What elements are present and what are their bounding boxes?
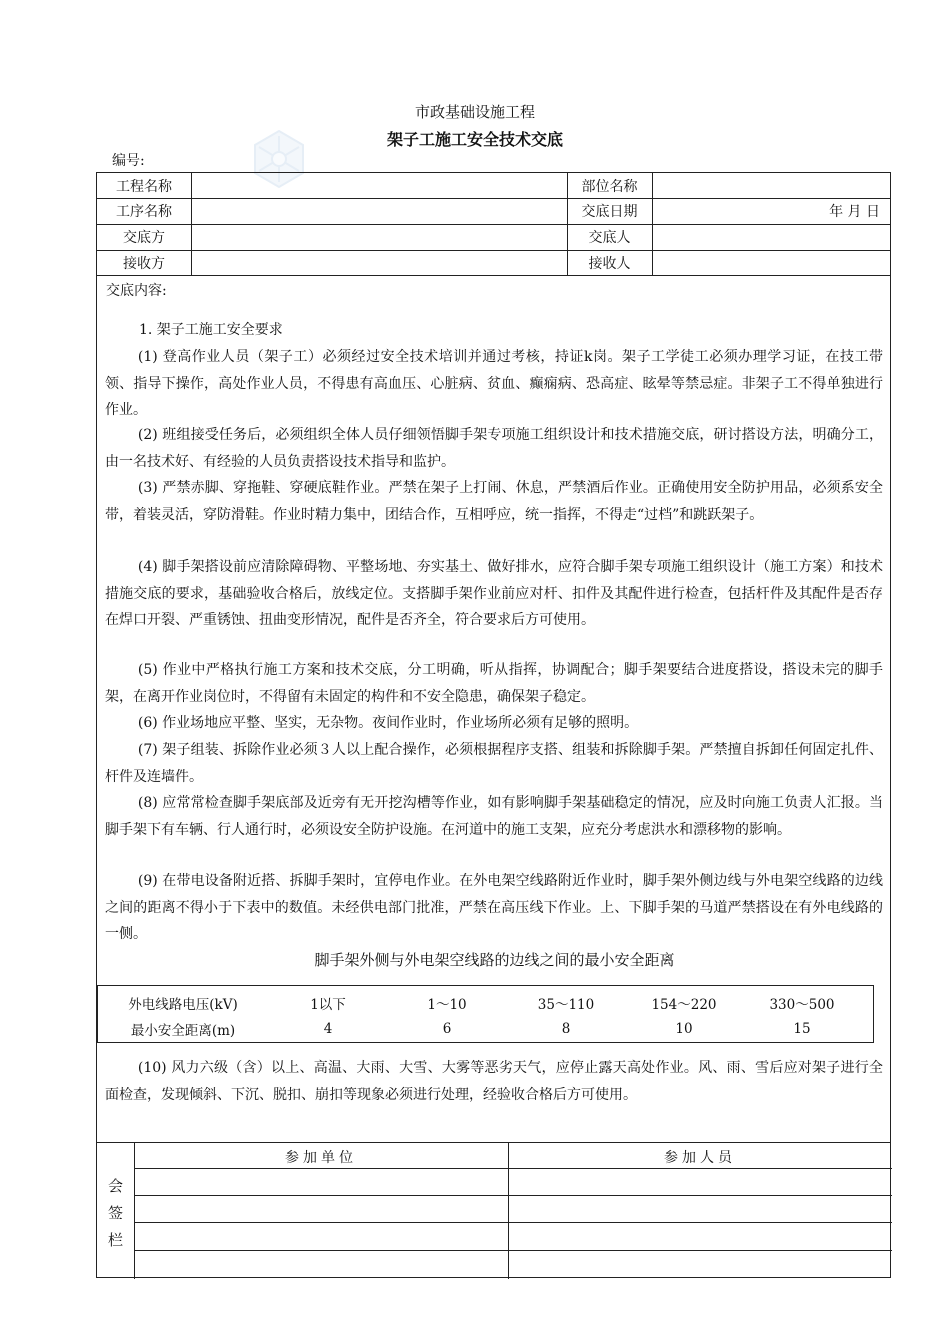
- units-header: 参加单位: [285, 1150, 357, 1166]
- doc-subtitle: 市政基础设施工程: [414, 103, 535, 121]
- paragraph-2: (2) 班组接受任务后，必须组织全体人员仔细领悟脚手架专项施工组织设计和技术措施交底，研讨搭设方法，明确分工，由一名技术好、有经验的人员负责搭设技术指导和监护。: [105, 427, 883, 470]
- form-frame: [96, 172, 891, 1278]
- voltage-row-label: 外电线路电压(kV): [128, 997, 238, 1013]
- paragraph-9: (9) 在带电设备附近搭、拆脚手架时，宜停电作业。在外电架空线路附近作业时，脚手架外侧边线与外电架空线路的边线之间的距离不得小于下表中的数值。未经供电部门批准，严禁在高压线下作业。上、下脚手架的马道严禁搭设在有外电线路的一侧。: [105, 873, 883, 942]
- number-label: 编号:: [112, 153, 145, 169]
- table-cell: 6: [442, 1021, 452, 1037]
- table-cell: 10: [675, 1021, 693, 1037]
- date-label: 交底日期: [581, 204, 638, 220]
- table-cell: 330～500: [769, 997, 835, 1013]
- receiver-label: 接收方: [123, 255, 165, 272]
- part-name-label: 部位名称: [581, 178, 638, 195]
- sign-row-divider: [134, 1250, 892, 1251]
- distance-row: [98, 1016, 873, 1042]
- doc-title: 架子工施工安全技术交底: [386, 130, 563, 149]
- table-cell: 1～10: [427, 997, 467, 1013]
- table-cell: 8: [561, 1021, 571, 1037]
- distance-table: [97, 985, 874, 1043]
- sign-top-divider: [97, 1142, 890, 1143]
- table-cell: 154～220: [651, 997, 717, 1013]
- distance-row-label: 最小安全距离(m): [130, 1023, 236, 1039]
- table-cell: 4: [323, 1021, 333, 1037]
- persons-header: 参加人员: [664, 1150, 736, 1166]
- receiver-person-label: 接收人: [588, 255, 631, 272]
- sign-row-divider: [134, 1168, 892, 1169]
- paragraph-4: (4) 脚手架搭设前应清除障碍物、平整场地、夯实基土、做好排水，应符合脚手架专项施工组织设计（施工方案）和技术措施交底的要求，基础验收合格后，放线定位。支搭脚手架作业前应对杆、扣件及其配件进行检查，包括杆件及其配件是否存在焊口开裂、严重锈蚀、扭曲变形情况，配件是否齐全，符合要求后方可使用。: [105, 559, 883, 628]
- col-divider: [191, 173, 192, 275]
- date-value: 年 月 日: [829, 204, 880, 220]
- paragraph-3: (3) 严禁赤脚、穿拖鞋、穿硬底鞋作业。严禁在架子上打闹、休息，严禁酒后作业。正确使用安全防护用品，必须系安全带，着装灵活，穿防滑鞋。作业时精力集中，团结合作，互相呼应，统一指挥，不得走“过档”和跳跃架子。: [105, 480, 883, 523]
- content-label: 交底内容:: [106, 283, 167, 299]
- voltage-row: [98, 990, 873, 1016]
- sign-row-divider: [134, 1222, 892, 1223]
- col-divider: [652, 173, 653, 275]
- process-name-label: 工序名称: [116, 204, 172, 220]
- distance-table-caption: 脚手架外侧与外电架空线路的边线之间的最小安全距离: [314, 951, 675, 969]
- row-divider: [97, 250, 890, 251]
- table-cell: 15: [793, 1021, 811, 1037]
- paragraph-5: (5) 作业中严格执行施工方案和技术交底，分工明确，听从指挥，协调配合；脚手架要结合进度搭设，搭设未完的脚手架，在离开作业岗位时，不得留有未固定的构件和不安全隐患，确保架子稳定。: [105, 662, 883, 705]
- section-heading: 1. 架子工施工安全要求: [139, 322, 283, 338]
- table-cell: 1以下: [310, 997, 346, 1013]
- row-divider: [97, 275, 890, 276]
- paragraph-10: (10) 风力六级（含）以上、高温、大雨、大雪、大雾等恶劣天气，应停止露天高处作业。风、雨、雪后应对架子进行全面检查，发现倾斜、下沉、脱扣、崩扣等现象必须进行处理，经验收合格后方可使用。: [105, 1060, 883, 1103]
- paragraph-7: (7) 架子组装、拆除作业必须３人以上配合操作，必须根据程序支搭、组装和拆除脚手架。严禁擅自拆卸任何固定扎件、杆件及连墙件。: [105, 742, 883, 785]
- issuer-label: 交底方: [123, 230, 165, 246]
- project-name-label: 工程名称: [116, 178, 172, 195]
- row-divider: [97, 224, 890, 225]
- paragraph-6: (6) 作业场地应平整、坚实，无杂物。夜间作业时，作业场所必须有足够的照明。: [137, 715, 639, 731]
- sign-row-divider: [134, 1195, 892, 1196]
- table-cell: 35～110: [537, 997, 595, 1013]
- paragraph-1: (1) 登高作业人员（架子工）必须经过安全技术培训并通过考核，持证k岗。架子工学徒工必须办理学习证，在技工带领、指导下操作，高处作业人员，不得患有高血压、心脏病、贫血、癫痫病、恐高症、眩晕等禁忌症。非架子工不得单独进行作业。: [105, 349, 883, 418]
- issuer-person-label: 交底人: [588, 230, 631, 246]
- sign-column-label: 会 签 栏: [107, 1177, 123, 1249]
- paragraph-8: (8) 应常常检查脚手架底部及近旁有无开挖沟槽等作业，如有影响脚手架基础稳定的情况，应及时向施工负责人汇报。当脚手架下有车辆、行人通行时，必须设安全防护设施。在河道中的施工支架，应充分考虑洪水和漂移物的影响。: [105, 795, 883, 838]
